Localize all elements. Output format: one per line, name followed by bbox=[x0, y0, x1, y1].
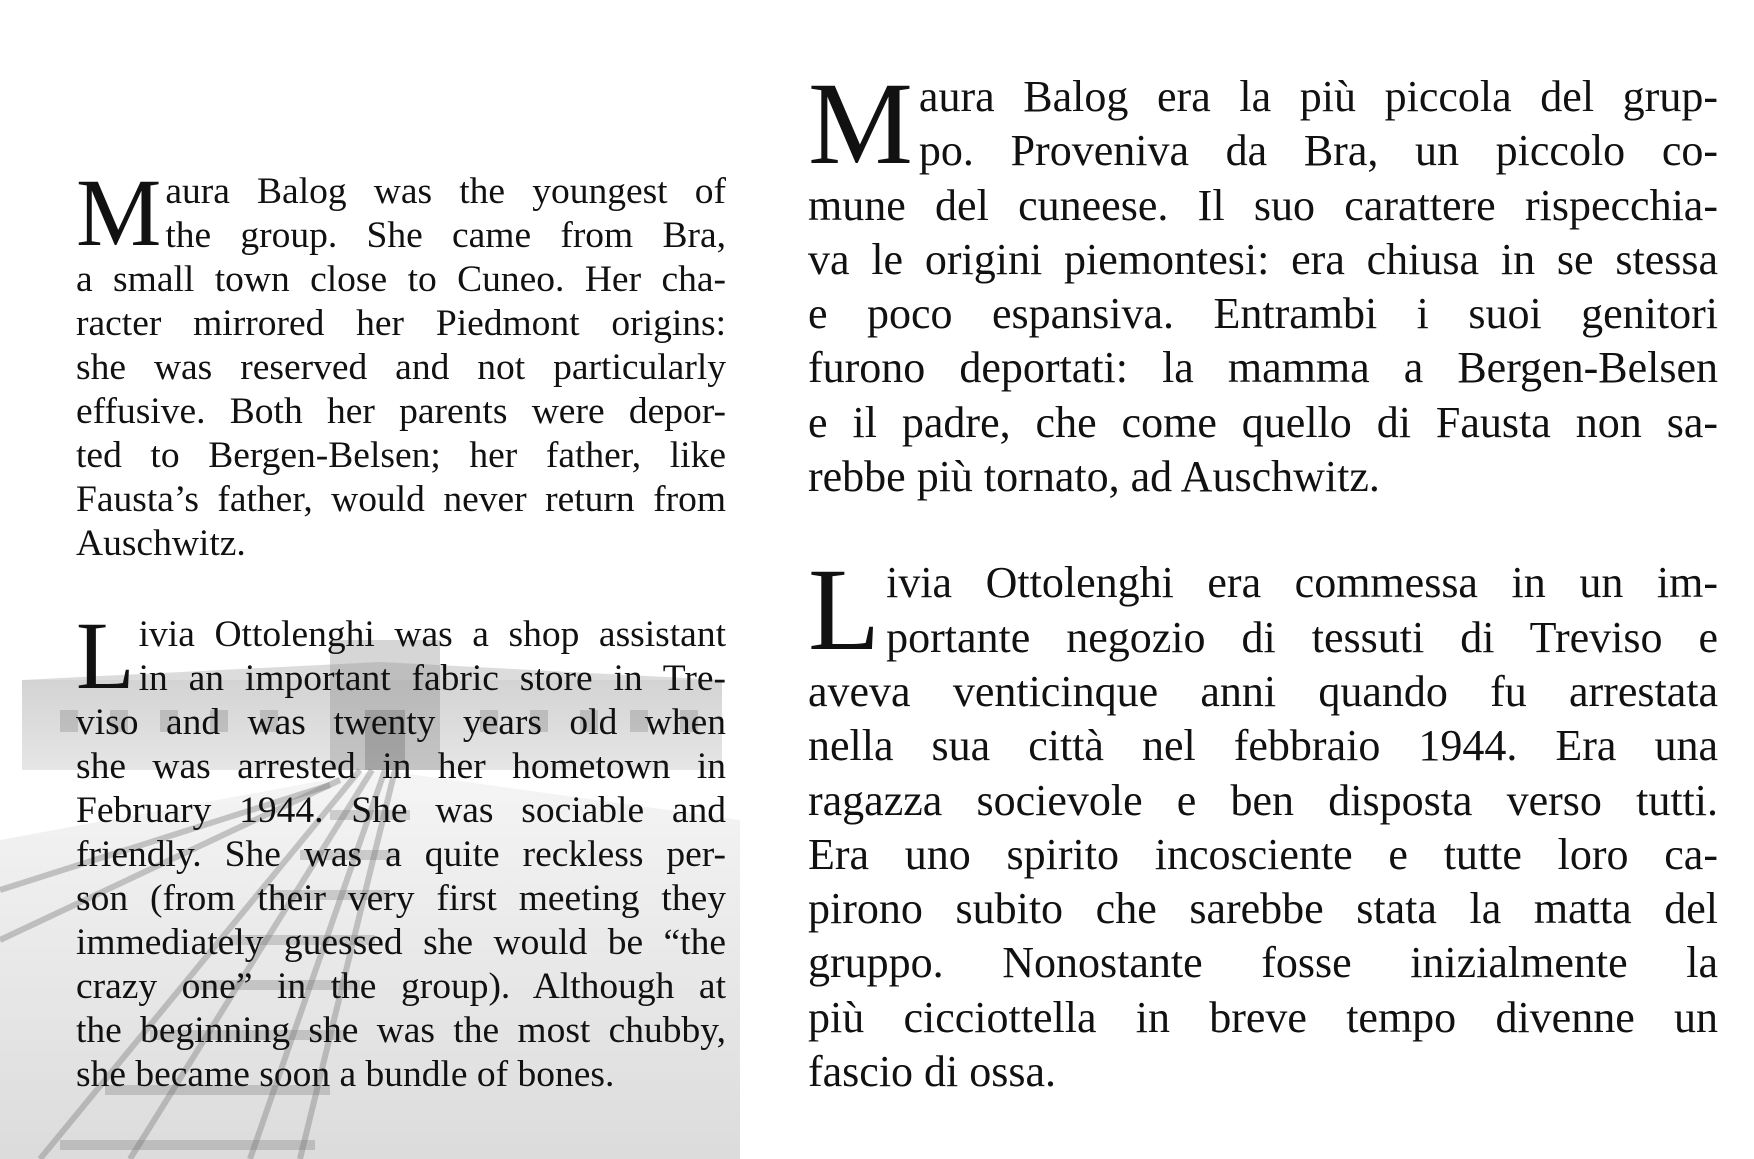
drop-cap: M bbox=[76, 159, 162, 266]
text-line: portante negozio di tessuti di Treviso e bbox=[886, 612, 1718, 662]
text-line: son (from their very first meeting they bbox=[76, 878, 726, 919]
text-line: she became soon a bundle of bones. bbox=[76, 1054, 615, 1095]
drop-cap: M bbox=[808, 58, 913, 189]
text-line: furono deportati: la mamma a Bergen-Belsen bbox=[808, 343, 1718, 393]
text-line: aveva venticinque anni quando fu arrestata bbox=[808, 666, 1718, 716]
text-line: aura Balog was the youngest of bbox=[165, 171, 726, 212]
text-line: a small town close to Cuneo. Her cha- bbox=[76, 259, 726, 300]
text-line: po. Proveniva da Bra, un piccolo co- bbox=[918, 126, 1718, 176]
text-line: the group. She came from Bra, bbox=[165, 215, 726, 256]
italian-text-column bbox=[808, 58, 1718, 1099]
text-line: racter mirrored her Piedmont origins: bbox=[76, 303, 726, 344]
english-text-column bbox=[76, 159, 726, 1097]
text-line: ivia Ottolenghi era commessa in un im- bbox=[886, 558, 1718, 608]
text-line: rebbe più tornato, ad Auschwitz. bbox=[808, 452, 1380, 502]
english-page bbox=[0, 0, 780, 1159]
english-paragraph-livia bbox=[76, 602, 726, 1097]
text-line: ragazza socievole e ben disposta verso tutti. bbox=[808, 775, 1718, 825]
text-line: nella sua città nel febbraio 1944. Era una bbox=[808, 721, 1718, 771]
text-line: pirono subito che sarebbe stata la matta del bbox=[808, 884, 1718, 934]
drop-cap: L bbox=[808, 544, 881, 676]
text-line: the beginning she was the most chubby, bbox=[76, 1010, 726, 1051]
text-line: she was arrested in her hometown in bbox=[76, 746, 726, 787]
italian-paragraph-livia bbox=[808, 544, 1718, 1099]
text-line: friendly. She was a quite reckless per- bbox=[76, 834, 726, 875]
text-line: Era uno spirito incosciente e tutte loro ca- bbox=[808, 829, 1718, 879]
text-line: mune del cuneese. Il suo carattere rispecchia- bbox=[808, 180, 1718, 230]
text-line: ivia Ottolenghi was a shop assistant bbox=[138, 614, 726, 655]
text-line: va le origini piemontesi: era chiusa in se stessa bbox=[808, 234, 1718, 284]
text-line: Fausta’s father, would never return from bbox=[76, 479, 726, 520]
english-paragraph-maura bbox=[76, 159, 726, 566]
text-line: e poco espansiva. Entrambi i suoi genitori bbox=[808, 289, 1718, 339]
text-line: fascio di ossa. bbox=[808, 1047, 1057, 1097]
text-line: e il padre, che come quello di Fausta non sa- bbox=[808, 397, 1718, 447]
text-line: February 1944. She was sociable and bbox=[76, 790, 726, 831]
text-line: crazy one” in the group). Although at bbox=[76, 966, 726, 1007]
text-line: Auschwitz. bbox=[76, 523, 246, 564]
italian-paragraph-maura bbox=[808, 58, 1718, 504]
text-line: she was reserved and not particularly bbox=[76, 347, 726, 388]
text-line: effusive. Both her parents were depor- bbox=[76, 391, 726, 432]
text-line: ted to Bergen-Belsen; her father, like bbox=[76, 435, 726, 476]
text-line: gruppo. Nonostante fosse inizialmente la bbox=[808, 938, 1718, 988]
text-line: viso and was twenty years old when bbox=[76, 702, 726, 743]
text-line: più cicciottella in breve tempo divenne un bbox=[808, 992, 1718, 1042]
drop-cap: L bbox=[76, 602, 135, 709]
text-line: in an important fabric store in Tre- bbox=[138, 658, 726, 699]
text-line: aura Balog era la più piccola del grup- bbox=[918, 72, 1718, 121]
italian-page bbox=[780, 0, 1754, 1159]
text-line: immediately guessed she would be “the bbox=[76, 922, 726, 963]
